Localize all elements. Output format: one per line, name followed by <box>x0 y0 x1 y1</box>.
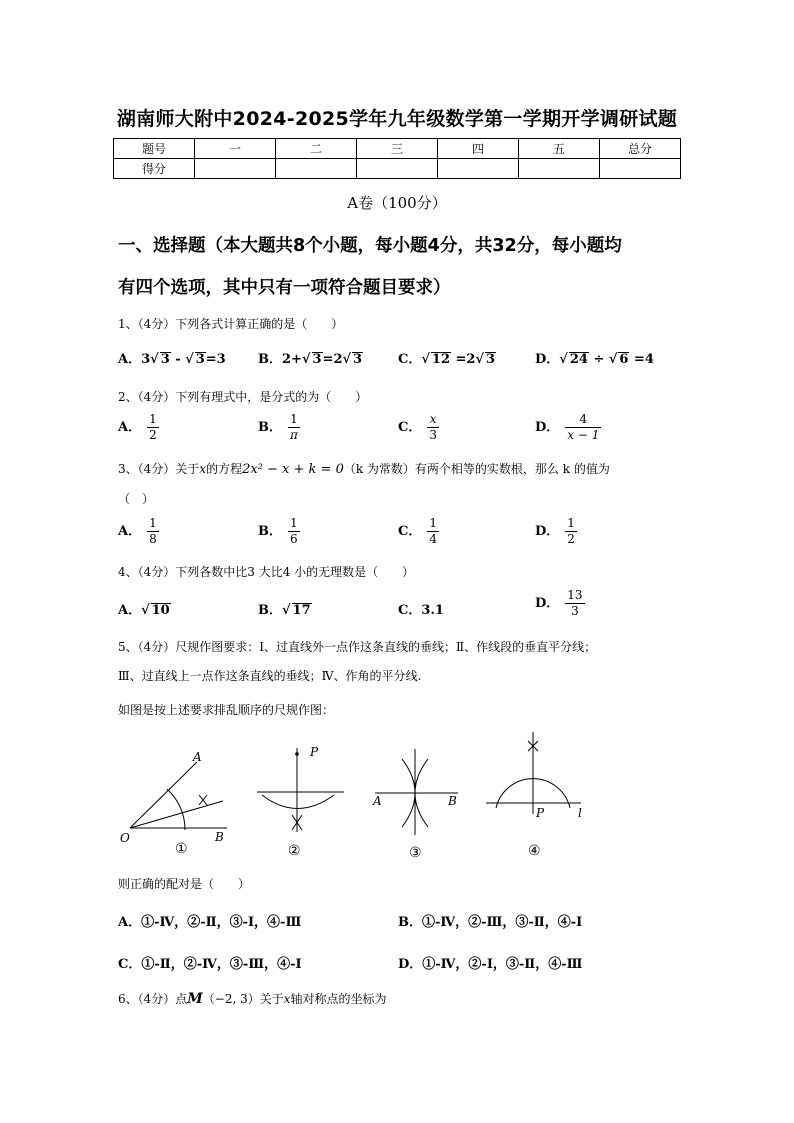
q3-var-x: x <box>199 462 207 476</box>
score-blank <box>600 159 681 179</box>
numerator: 1 <box>149 412 157 426</box>
q2-option-c <box>398 412 439 443</box>
option-label: C． <box>398 524 422 539</box>
q3-d-fraction <box>565 516 577 547</box>
arc-from-p <box>262 795 334 809</box>
numerator: 1 <box>288 412 300 428</box>
q1-c-op: =2 <box>451 352 476 367</box>
score-blank <box>357 159 438 179</box>
q5-option-b: B．①-Ⅳ，②-Ⅲ，③-Ⅱ，④-Ⅰ <box>398 915 583 930</box>
q3-option-c <box>398 516 439 547</box>
q4-option-a: A．√ 10 <box>118 603 170 618</box>
figure-4-number: ④ <box>528 843 541 859</box>
score-cell-5: 五 <box>519 139 600 159</box>
option-label: D． <box>535 596 560 611</box>
denominator: 3 <box>429 428 437 442</box>
q5-ask: 则正确的配对是（ ） <box>118 877 251 891</box>
score-table-score-row <box>114 159 681 179</box>
q3-stem-post: （k 为常数）有两个相等的实数根，那么 k 的值为 <box>343 462 610 476</box>
q1-b-op: =2 <box>322 352 343 367</box>
figure-3-number: ③ <box>409 845 422 861</box>
q2-stem: 2、（4分）下列有理式中，是分式的为（ ） <box>118 390 368 404</box>
score-blank <box>438 159 519 179</box>
score-cell-1: 一 <box>195 139 276 159</box>
q5-option-a: A．①-Ⅳ，②-Ⅱ，③-Ⅰ，④-Ⅲ <box>118 915 302 930</box>
label-a: A <box>193 750 202 764</box>
point-p <box>295 752 299 756</box>
figure-1-number: ① <box>175 841 188 857</box>
q3-option-b <box>258 516 300 547</box>
q6-var-x: x <box>283 992 291 1006</box>
option-label: D． <box>535 524 560 539</box>
q5-stem-line2: Ⅲ、过直线上一点作这条直线的垂线；Ⅳ、作角的平分线. <box>118 669 422 683</box>
numerator: 1 <box>429 516 437 530</box>
denominator: π <box>290 428 298 442</box>
numerator: 1 <box>290 516 298 530</box>
q6-stem-pre: 6、（4分）点 <box>118 992 188 1006</box>
q1-c-radicand2: 3 <box>486 352 496 367</box>
figure-3-perpendicular-bisector <box>370 743 460 843</box>
figure-2-perpendicular-from-point <box>252 740 347 840</box>
q4-b-radicand: 17 <box>292 603 311 618</box>
q4-c-value: 3.1 <box>421 603 444 618</box>
denominator: 3 <box>571 604 579 618</box>
q1-b-radicand2: 3 <box>353 352 363 367</box>
option-label: B． <box>258 603 282 618</box>
score-cell-3: 三 <box>357 139 438 159</box>
q1-option-a: A．3√ 3 - √ 3=3 <box>118 352 226 367</box>
numerator: 1 <box>567 516 575 530</box>
score-table <box>113 138 681 179</box>
score-cell-2: 二 <box>276 139 357 159</box>
option-label: D． <box>535 352 560 367</box>
q1-option-d: D．√ 24 ÷ √ 6 =4 <box>535 352 654 367</box>
q2-d-fraction <box>565 412 601 443</box>
q4-option-c <box>398 599 444 618</box>
option-label: B． <box>258 352 282 367</box>
label-o: O <box>120 831 130 845</box>
q3-c-fraction <box>427 516 439 547</box>
option-label: A． <box>118 524 142 539</box>
q6-stem-mid: （−2, 3）关于 <box>202 992 284 1006</box>
q2-option-d <box>535 412 601 443</box>
q3-option-d <box>535 516 577 547</box>
option-label: B． <box>258 420 282 435</box>
q6-stem-post: 轴对称点的坐标为 <box>290 992 387 1006</box>
numerator: x <box>427 412 439 428</box>
denominator: 2 <box>149 428 157 442</box>
option-label: C． <box>398 352 422 367</box>
q4-d-fraction <box>565 588 584 619</box>
score-blank <box>519 159 600 179</box>
q6-point-m: M <box>187 991 203 1007</box>
q1-b-radicand1: 3 <box>312 352 322 367</box>
score-cell-4: 四 <box>438 139 519 159</box>
numerator: 4 <box>565 412 601 428</box>
denominator: 8 <box>149 532 157 546</box>
q1-b-pre: 2+ <box>282 352 302 367</box>
q3-option-a <box>118 516 159 547</box>
option-label: D． <box>535 420 560 435</box>
q3-stem-line2: （ ） <box>118 492 155 506</box>
q2-a-fraction <box>147 412 159 443</box>
score-table-header-row <box>114 139 681 159</box>
label-p: P <box>536 806 545 820</box>
label-a: A <box>373 794 382 808</box>
q1-d-radicand2: 6 <box>619 352 629 367</box>
q4-option-b: B．√ 17 <box>258 603 311 618</box>
score-row-label: 得分 <box>114 159 195 179</box>
q3-equation: 2x² − x + k = 0 <box>242 462 344 477</box>
q4-a-radicand: 10 <box>151 603 170 618</box>
q1-a-result: =3 <box>205 352 226 367</box>
q1-a-radicand1: 3 <box>160 352 170 367</box>
score-cell-total: 总分 <box>600 139 681 159</box>
label-p: P <box>310 745 319 759</box>
q3-a-fraction <box>147 516 159 547</box>
q2-c-fraction <box>427 412 439 443</box>
q5-stem-line3: 如图是按上述要求排乱顺序的尺规作图： <box>118 703 335 717</box>
option-label: A． <box>118 420 142 435</box>
q2-b-fraction <box>288 412 300 443</box>
denominator: 4 <box>429 532 437 546</box>
option-label: C． <box>398 603 422 618</box>
q1-option-c: C．√ 12 =2√ 3 <box>398 352 496 367</box>
q4-option-d <box>535 588 585 619</box>
q1-c-radicand1: 12 <box>431 352 450 367</box>
q3-stem-mid: 的方程 <box>206 462 243 476</box>
q3-stem-pre: 3、（4分）关于 <box>118 462 200 476</box>
option-label: A． <box>118 352 142 367</box>
q1-a-radicand2: 3 <box>195 352 205 367</box>
label-l: l <box>578 806 582 820</box>
numerator: 13 <box>567 588 583 602</box>
section-a-title: A卷（100分） <box>347 194 447 212</box>
q5-option-c: C．①-Ⅱ，②-Ⅳ，③-Ⅲ，④-Ⅰ <box>118 957 302 972</box>
q6-stem <box>118 990 387 1007</box>
numerator: 1 <box>149 516 157 530</box>
part1-heading-line2: 有四个选项，其中只有一项符合题目要求） <box>118 278 451 298</box>
denominator: x − 1 <box>567 428 600 442</box>
denominator: 2 <box>567 532 575 546</box>
option-label: A． <box>118 603 142 618</box>
q1-d-radicand1: 24 <box>569 352 588 367</box>
q1-option-b: B．2+√ 3=2√ 3 <box>258 352 363 367</box>
option-label: B． <box>258 524 282 539</box>
q3-b-fraction <box>288 516 300 547</box>
q1-a-op: - <box>170 352 186 367</box>
score-cell-label: 题号 <box>114 139 195 159</box>
score-blank <box>276 159 357 179</box>
figure-1-angle-bisector <box>115 745 250 855</box>
figure-2-number: ② <box>288 843 301 859</box>
denominator: 6 <box>290 532 298 546</box>
q1-d-op: ÷ <box>588 352 609 367</box>
page-title: 湖南师大附中2024-2025学年九年级数学第一学期开学调研试题 <box>116 108 678 130</box>
part1-heading-line1: 一、选择题（本大题共8个小题，每小题4分，共32分，每小题均 <box>118 236 622 256</box>
label-b: B <box>215 830 224 844</box>
q4-stem: 4、（4分）下列各数中比3 大比4 小的无理数是（ ） <box>118 565 415 579</box>
q1-stem: 1、（4分）下列各式计算正确的是（ ） <box>118 317 344 331</box>
q1-d-result: =4 <box>629 352 654 367</box>
q2-option-a <box>118 412 159 443</box>
q5-stem-line1: 5、（4分）尺规作图要求：Ⅰ、过直线外一点作这条直线的垂线；Ⅱ、作线段的垂直平分线； <box>118 640 597 654</box>
q2-option-b <box>258 412 300 443</box>
arc-from-o <box>167 789 185 830</box>
figure-4-perpendicular-at-point <box>483 728 588 828</box>
q1-a-coef: 3 <box>141 352 151 367</box>
q5-option-d: D．①-Ⅳ，②-Ⅰ，③-Ⅱ，④-Ⅲ <box>398 957 583 972</box>
q3-stem <box>118 460 610 477</box>
label-b: B <box>448 794 457 808</box>
score-blank <box>195 159 276 179</box>
option-label: C． <box>398 420 422 435</box>
